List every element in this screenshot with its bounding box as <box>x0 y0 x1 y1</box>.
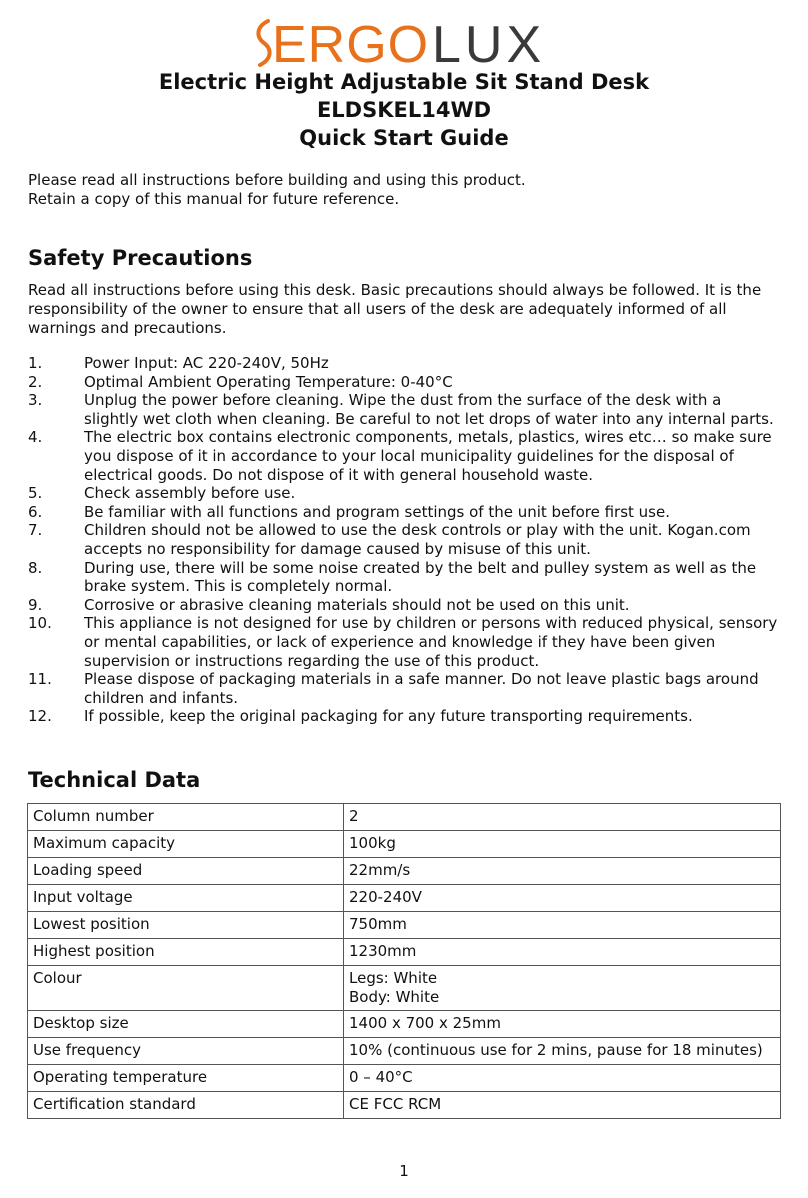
safety-paragraph: Read all instructions before using this desk. Basic precautions should always be followed. It is the responsibility of the owner to ensure that all users of the desk are adequately informed of all warnings and precautions. <box>28 281 762 337</box>
table-row <box>28 912 781 939</box>
intro-line-1: Please read all instructions before building and using this product. <box>28 171 526 189</box>
list-item-text: Unplug the power before cleaning. Wipe the dust from the surface of the desk with a slightly wet cloth when cleaning. Be careful to not let drops of water into any internal parts. <box>84 391 774 428</box>
logo-swirl <box>258 21 269 65</box>
spec-label: Maximum capacity <box>28 831 344 858</box>
list-item-number: 10. <box>28 614 52 633</box>
table-row <box>28 804 781 831</box>
brand-logo <box>0 14 808 72</box>
table-row <box>28 1011 781 1038</box>
logo-text-lux: LUX <box>432 16 546 71</box>
list-item-text: If possible, keep the original packaging for any future transporting requirements. <box>84 707 693 726</box>
list-item <box>28 559 780 596</box>
spec-value: 0 – 40°C <box>344 1065 781 1092</box>
spec-value: 750mm <box>344 912 781 939</box>
spec-value-line-2: Body: White <box>349 988 440 1006</box>
list-item <box>28 521 780 558</box>
title-line-1: Electric Height Adjustable Sit Stand Desk <box>158 70 650 94</box>
spec-value: 2 <box>344 804 781 831</box>
list-item <box>28 373 780 392</box>
table-row <box>28 885 781 912</box>
list-item-text: Children should not be allowed to use the desk controls or play with the unit. Kogan.com accepts no responsibility for damage caused by misuse of this unit. <box>84 521 751 558</box>
intro-line-2: Retain a copy of this manual for future reference. <box>28 190 400 208</box>
list-item-number: 12. <box>28 707 52 726</box>
table-row <box>28 858 781 885</box>
safety-heading: Safety Precautions <box>28 246 253 270</box>
list-item-number: 6. <box>28 502 43 521</box>
table-row <box>28 831 781 858</box>
list-item-number: 8. <box>28 558 43 577</box>
list-item-text: Corrosive or abrasive cleaning materials should not be used on this unit. <box>84 595 630 614</box>
list-item <box>28 614 780 670</box>
spec-value <box>344 966 781 1011</box>
list-item <box>28 484 780 503</box>
list-item-text: Optimal Ambient Operating Temperature: 0-40°C <box>84 372 453 391</box>
spec-label: Desktop size <box>28 1011 344 1038</box>
list-item-text: Power Input: AC 220-240V, 50Hz <box>84 354 329 372</box>
list-item <box>28 354 780 373</box>
list-item <box>28 596 780 615</box>
title-line-2: ELDSKEL14WD <box>316 98 492 122</box>
spec-value: 10% (continuous use for 2 mins, pause for 18 minutes) <box>344 1038 781 1065</box>
spec-value: CE FCC RCM <box>344 1092 781 1119</box>
table-row <box>28 1038 781 1065</box>
spec-label: Certification standard <box>28 1092 344 1119</box>
spec-value: 1230mm <box>344 939 781 966</box>
list-item-number: 3. <box>28 391 43 410</box>
list-item <box>28 707 780 726</box>
spec-value: 100kg <box>344 831 781 858</box>
spec-value: 220-240V <box>344 885 781 912</box>
list-item-text: Be familiar with all functions and program settings of the unit before first use. <box>84 502 670 521</box>
technical-heading: Technical Data <box>28 768 201 792</box>
logo-text-ergo: ERGO <box>272 16 430 71</box>
list-item-number: 5. <box>28 484 43 503</box>
page-number: 1 <box>399 1162 409 1180</box>
list-item-number: 2. <box>28 372 43 391</box>
spec-value: 22mm/s <box>344 858 781 885</box>
spec-value-line-1: Legs: White <box>349 969 438 987</box>
spec-label: Column number <box>28 804 344 831</box>
list-item-text: Please dispose of packaging materials in a safe manner. Do not leave plastic bags around children and infants. <box>84 670 759 707</box>
list-item-number: 1. <box>28 354 43 372</box>
spec-label: Colour <box>28 966 344 1011</box>
list-item-number: 9. <box>28 595 43 614</box>
list-item-number: 11. <box>28 670 52 689</box>
spec-label: Input voltage <box>28 885 344 912</box>
technical-data-table <box>27 803 781 1119</box>
table-row <box>28 966 781 1011</box>
list-item-text: During use, there will be some noise created by the belt and pulley system as well as the brake system. This is completely normal. <box>84 558 757 596</box>
list-item-number: 7. <box>28 521 43 540</box>
intro-text <box>28 171 788 209</box>
safety-list <box>28 354 780 726</box>
title-line-3: Quick Start Guide <box>299 126 509 150</box>
spec-label: Highest position <box>28 939 344 966</box>
spec-label: Lowest position <box>28 912 344 939</box>
list-item <box>28 503 780 522</box>
list-item-text: Check assembly before use. <box>84 484 296 503</box>
spec-label: Loading speed <box>28 858 344 885</box>
spec-label: Use frequency <box>28 1038 344 1065</box>
list-item <box>28 391 780 428</box>
list-item <box>28 670 780 707</box>
table-row <box>28 1092 781 1119</box>
document-title <box>0 68 808 152</box>
list-item <box>28 428 780 484</box>
spec-value: 1400 x 700 x 25mm <box>344 1011 781 1038</box>
spec-label: Operating temperature <box>28 1065 344 1092</box>
list-item-text: The electric box contains electronic components, metals, plastics, wires etc… so make sure you dispose of it in accordance to your local municipality guidelines for the disposal of electrical goods. Do not dispose of it with general household waste. <box>84 428 772 484</box>
table-row <box>28 939 781 966</box>
table-row <box>28 1065 781 1092</box>
list-item-number: 4. <box>28 428 43 447</box>
ergolux-logo <box>254 15 554 71</box>
list-item-text: This appliance is not designed for use by children or persons with reduced physical, sensory or mental capabilities, or lack of experience and knowledge if they have been given supervision or instructions regarding the use of this product. <box>84 614 778 670</box>
